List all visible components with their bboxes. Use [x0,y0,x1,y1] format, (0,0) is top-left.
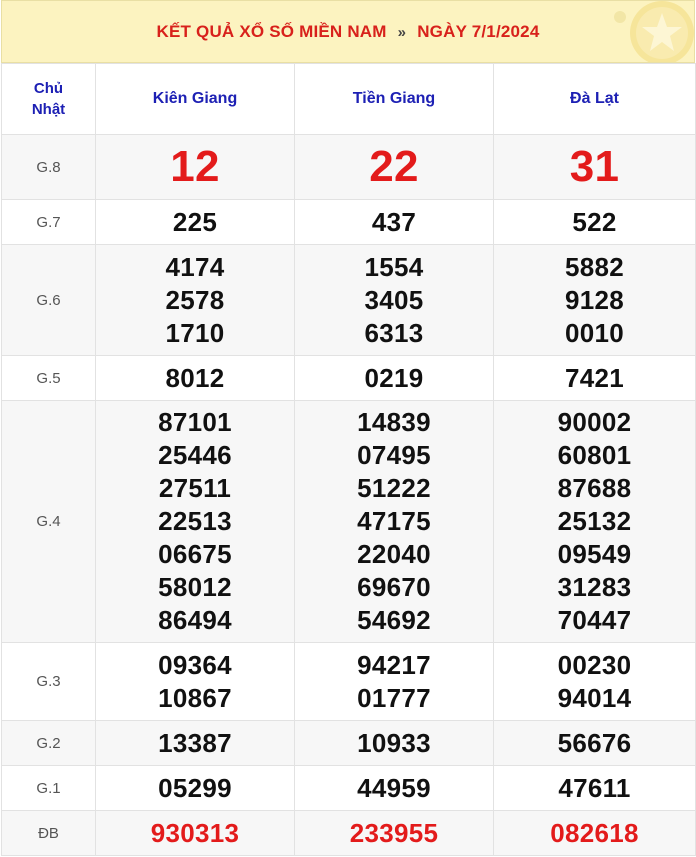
prize-number: 3405 [364,284,424,315]
prize-number: 54692 [357,605,431,635]
prize-number: 0219 [364,362,424,393]
prize-cell [494,135,696,200]
prize-cell [295,721,494,766]
prize-number: 10933 [357,727,431,758]
prize-cell [295,135,494,200]
prize-cell [494,245,696,356]
prize-label: G.5 [2,356,96,401]
results-header-banner [1,0,695,63]
prize-label: G.6 [2,245,96,356]
prize-number: 56676 [557,727,632,758]
prize-label: G.2 [2,721,96,766]
prize-number: 09364 [158,649,232,680]
special-prize-number: 930313 [150,817,240,848]
prize-number: 5882 [564,251,625,282]
prize-number: 47175 [357,506,431,536]
prize-label: G.8 [2,135,96,200]
prize-number: 9128 [564,284,625,315]
results-table [1,63,696,856]
prize-number: 225 [172,206,218,237]
prize-number: 58012 [158,572,232,602]
prize-cell [96,135,295,200]
prize-cell [295,356,494,401]
prize-number: 31 [569,142,620,191]
prize-cell [295,401,494,643]
prize-cell [295,643,494,721]
prize-number: 8012 [165,362,225,393]
province-header-da-lat[interactable]: Đà Lạt [494,64,696,135]
prize-label: G.7 [2,200,96,245]
prize-cell [494,766,696,811]
prize-number: 6313 [364,317,424,348]
prize-number: 69670 [357,572,431,602]
title-separator: » [397,23,407,41]
table-row [2,401,696,643]
prize-number: 00230 [557,649,632,680]
prize-number: 27511 [158,473,232,503]
prize-number: 47611 [558,772,631,803]
prize-number: 1554 [364,251,424,282]
prize-number: 12 [170,142,220,191]
table-row [2,245,696,356]
table-row [2,643,696,721]
prize-number: 09549 [557,539,632,569]
prize-number: 22 [369,142,419,191]
prize-number: 87101 [158,407,232,437]
day-of-week [2,64,96,135]
prize-cell [295,811,494,856]
prize-cell [96,643,295,721]
prize-number: 13387 [158,727,232,758]
prize-number: 51222 [357,473,431,503]
prize-number: 1710 [165,317,225,348]
table-row [2,811,696,856]
table-row [2,200,696,245]
prize-number: 31283 [557,572,632,602]
prize-cell [494,200,696,245]
prize-number: 94217 [357,649,431,680]
title-date: NGÀY 7/1/2024 [417,21,540,41]
prize-cell [96,200,295,245]
prize-cell [295,245,494,356]
results-container [1,0,695,856]
prize-label: G.4 [2,401,96,643]
table-row [2,135,696,200]
prize-number: 70447 [557,605,632,635]
prize-number: 07495 [357,440,431,470]
prize-number: 14839 [357,407,431,437]
prize-number: 06675 [158,539,232,569]
prize-cell [96,401,295,643]
special-prize-number: 233955 [349,817,439,848]
prize-cell [96,811,295,856]
prize-number: 25446 [158,440,232,470]
prize-label: G.1 [2,766,96,811]
prize-number: 05299 [158,772,232,803]
prize-cell [96,766,295,811]
prize-cell [96,245,295,356]
prize-number: 0010 [564,317,625,348]
prize-cell [494,811,696,856]
prize-label: G.3 [2,643,96,721]
prize-number: 90002 [557,407,632,437]
star-coin-icon [620,0,695,63]
table-row [2,721,696,766]
title-region: KẾT QUẢ XỔ SỐ MIỀN NAM [156,21,387,41]
prize-cell [494,401,696,643]
prize-number: 4174 [165,251,225,282]
prize-number: 86494 [158,605,232,635]
province-header-tien-giang[interactable]: Tiền Giang [295,64,494,135]
prize-number: 437 [371,206,417,237]
prize-number: 94014 [557,682,632,713]
prize-number: 60801 [557,440,632,470]
prize-cell [494,356,696,401]
prize-number: 87688 [557,473,632,503]
table-header-row [2,64,696,135]
prize-number: 44959 [357,772,431,803]
prize-number: 22513 [158,506,232,536]
prize-number: 522 [572,206,617,237]
prize-cell [295,766,494,811]
prize-number: 25132 [557,506,632,536]
prize-number: 2578 [165,284,225,315]
special-prize-number: 082618 [550,817,639,848]
table-row [2,766,696,811]
prize-label: ĐB [2,811,96,856]
prize-cell [96,721,295,766]
table-row [2,356,696,401]
prize-cell [494,721,696,766]
prize-cell [494,643,696,721]
province-header-kien-giang[interactable]: Kiên Giang [96,64,295,135]
prize-number: 7421 [564,362,625,393]
results-title [157,22,540,42]
day-label-line1: Chủ [33,80,64,97]
prize-cell [295,200,494,245]
prize-number: 01777 [357,682,431,713]
prize-number: 22040 [357,539,431,569]
prize-cell [96,356,295,401]
day-label-line2: Nhật [31,101,66,118]
prize-number: 10867 [158,682,232,713]
